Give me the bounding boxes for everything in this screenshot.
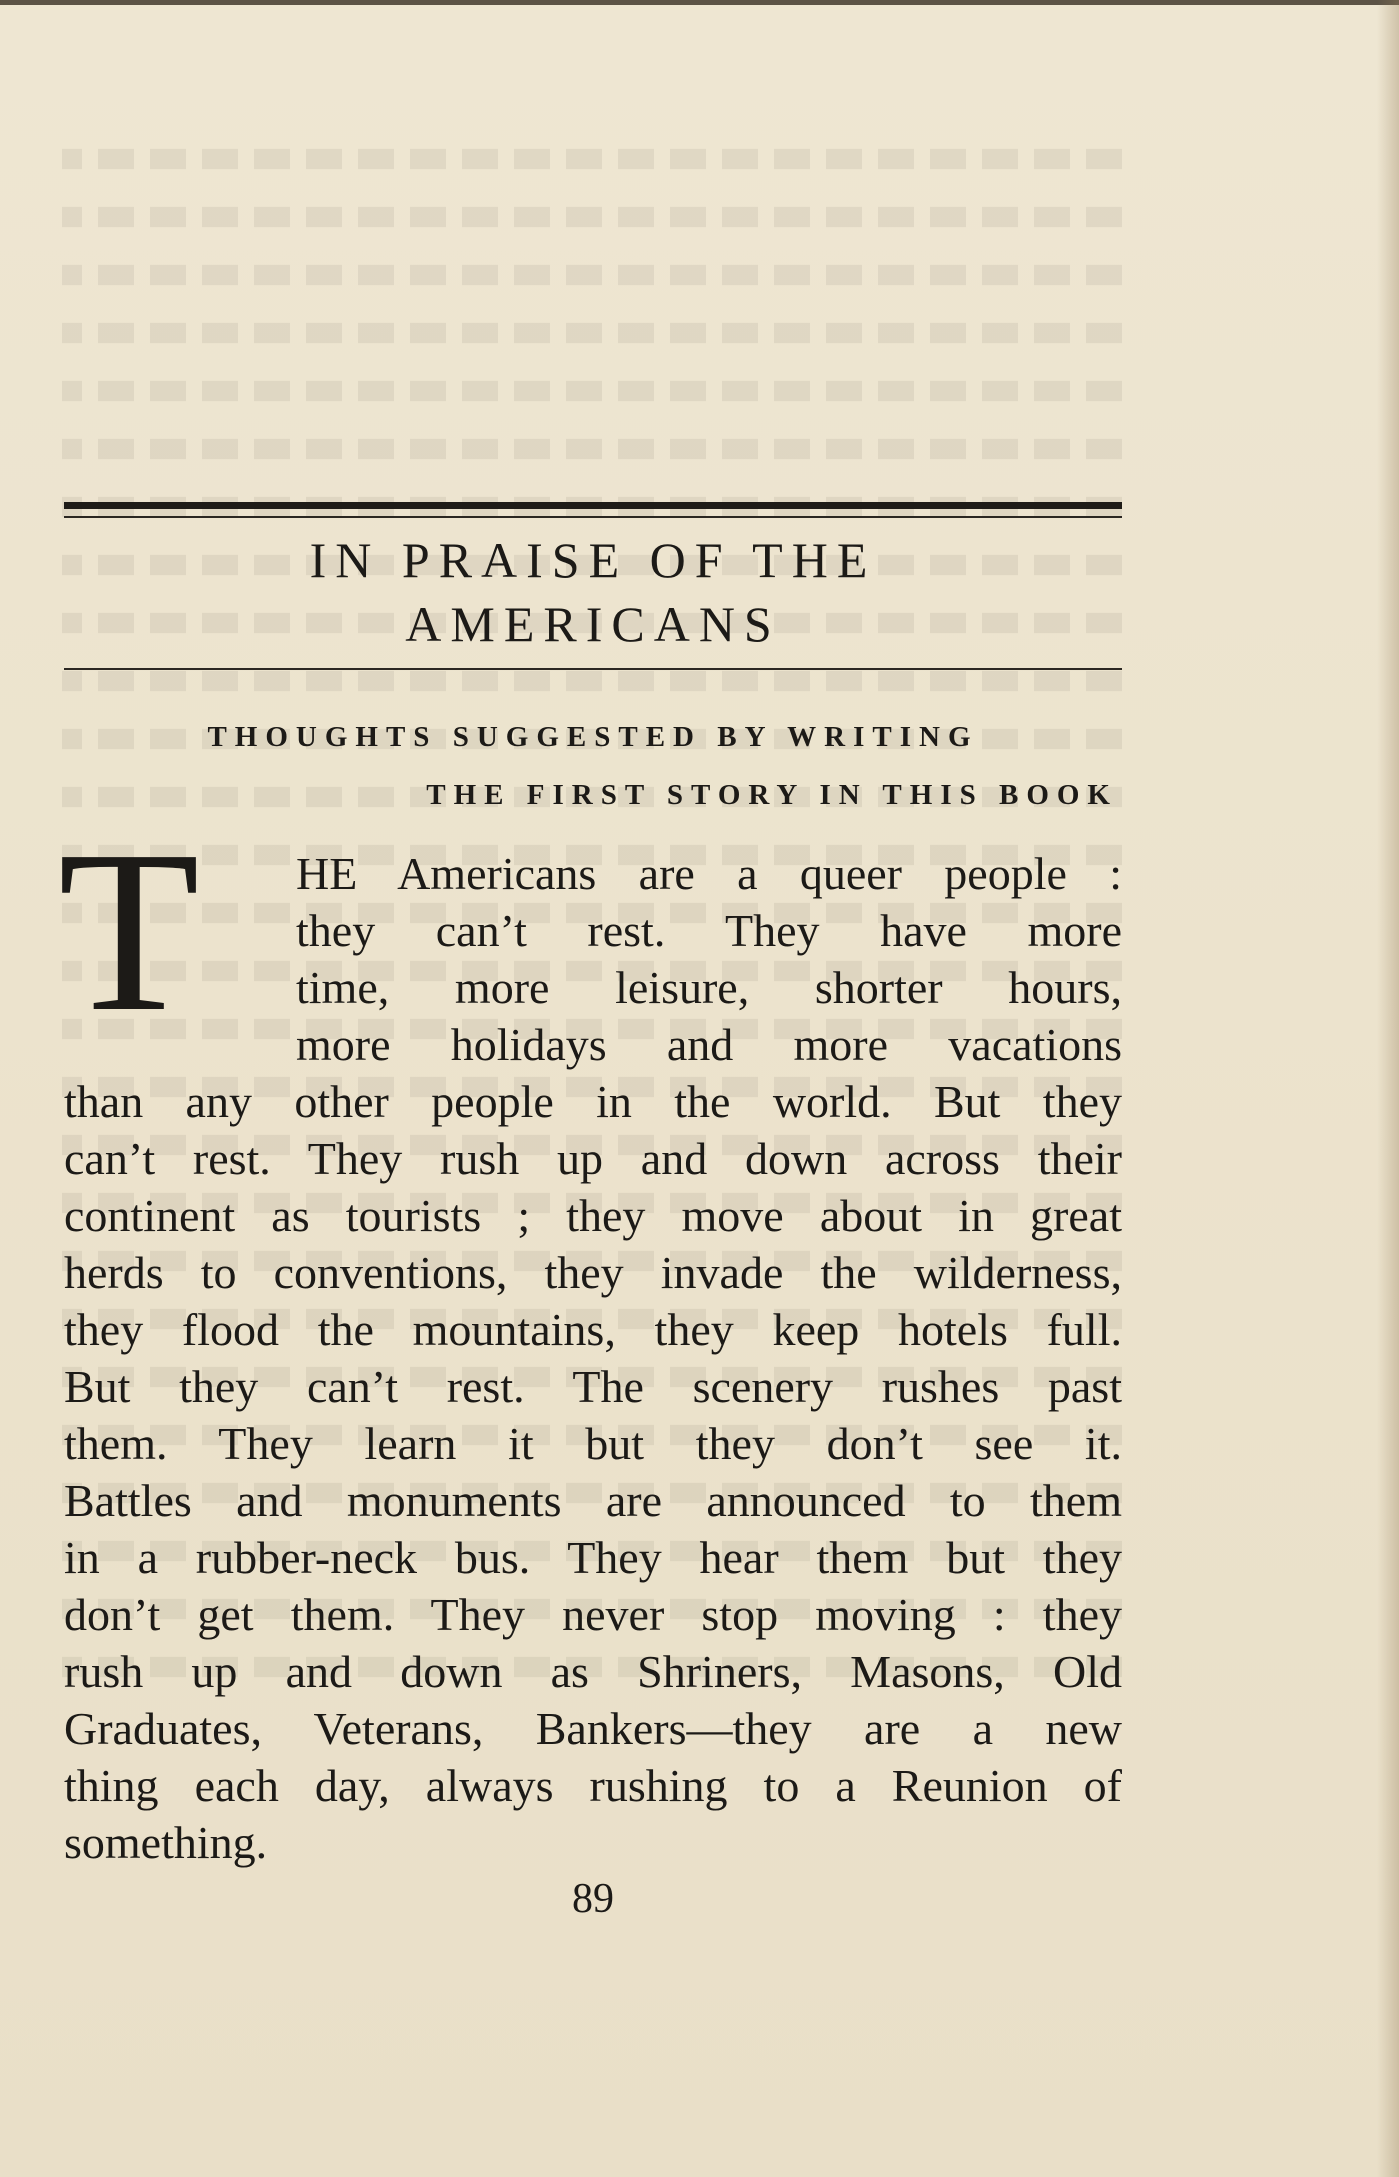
body-line: Graduates, Veterans, Bankers—they are a new	[64, 1703, 1122, 1754]
body-line: time, more leisure, shorter hours,	[296, 962, 1122, 1013]
chapter-title-line-1: IN PRAISE OF THE	[309, 532, 877, 588]
body-line: them. They learn it but they don’t see it.	[64, 1418, 1122, 1469]
body-line: can’t rest. They rush up and down across their	[64, 1133, 1122, 1184]
body-line: HE Americans are a queer people :	[296, 848, 1122, 899]
body-line: they flood the mountains, they keep hotels full.	[64, 1304, 1122, 1355]
body-paragraph	[64, 845, 1122, 1871]
header-rule-thick	[64, 502, 1122, 509]
drop-cap: T	[58, 803, 200, 1060]
body-line: they can’t rest. They have more	[296, 905, 1122, 956]
body-line: rush up and down as Shriners, Masons, Old	[64, 1646, 1122, 1697]
body-line: don’t get them. They never stop moving : they	[64, 1589, 1122, 1640]
page-top-edge	[0, 0, 1399, 5]
body-line: more holidays and more vacations	[296, 1019, 1122, 1070]
page-right-edge-shadow	[1377, 0, 1399, 2177]
body-line: But they can’t rest. The scenery rushes past	[64, 1361, 1122, 1412]
body-line: something.	[64, 1817, 268, 1868]
body-line: continent as tourists ; they move about in great	[64, 1190, 1122, 1241]
chapter-title-line-2: AMERICANS	[405, 596, 781, 652]
title-rule-bottom	[64, 668, 1122, 670]
body-line: in a rubber-neck bus. They hear them but they	[64, 1532, 1122, 1583]
body-line: thing each day, always rushing to a Reunion of	[64, 1760, 1122, 1811]
page-number: 89	[572, 1876, 614, 1922]
body-line: than any other people in the world. But they	[64, 1076, 1122, 1127]
body-line: herds to conventions, they invade the wilderness,	[64, 1247, 1122, 1298]
chapter-subtitle	[64, 708, 1122, 824]
chapter-subtitle-line-1: THOUGHTS SUGGESTED BY WRITING	[207, 721, 979, 753]
chapter-subtitle-line-2: THE FIRST STORY IN THIS BOOK	[426, 779, 1118, 811]
chapter-title	[64, 528, 1122, 656]
body-line: Battles and monuments are announced to them	[64, 1475, 1122, 1526]
header-rule-thin	[64, 516, 1122, 518]
